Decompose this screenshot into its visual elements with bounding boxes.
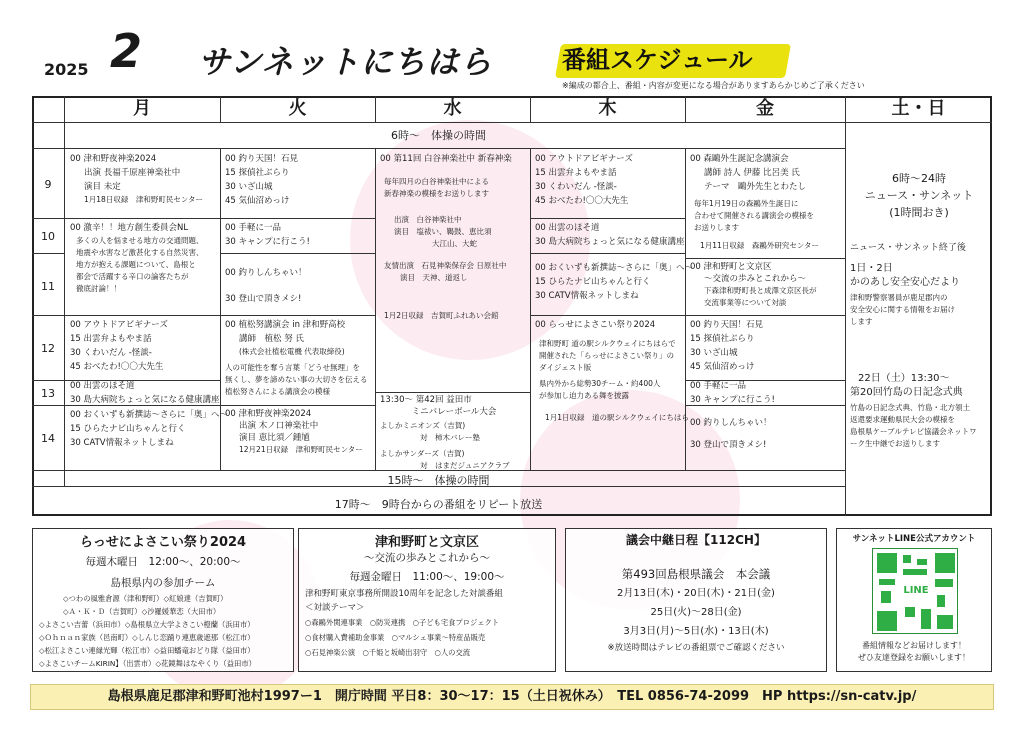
program-detail: よしかサンダーズ（吉賀): [380, 449, 465, 458]
program-title: ミニバレーボール大会: [411, 407, 497, 417]
wed-13-program: [380, 394, 528, 472]
fri-14-program: [690, 412, 842, 456]
program-detail: 島根県ケーブルテレビ協議会ネットワ: [850, 427, 977, 436]
box-description: 津和野町東京事務所開設10周年を記念した対談番組: [305, 589, 503, 599]
program-detail: 安全安心に関する情報をお届け: [850, 305, 955, 314]
program-detail: 大江山、大蛇: [432, 239, 477, 248]
grid-line: [685, 258, 845, 259]
program-title: 30 島大病院ちょっと気になる健康講座: [70, 395, 220, 405]
day-header-fri: 金: [756, 98, 774, 119]
grid-line: [32, 148, 845, 149]
program-title: 15 ひらたナビ山ちゃんと行く: [535, 277, 651, 287]
grid-line: [64, 96, 65, 486]
program-title: かのあし安全安心だより: [850, 277, 960, 288]
program-detail: 都会で活躍する辛口の論客たちが: [76, 272, 189, 281]
program-title: 15 出雲弁よもやま話: [535, 168, 617, 178]
program-detail: 津和野警察署員が鹿足郡内の: [850, 293, 948, 302]
program-detail: 講師 植松 努 氏: [239, 334, 304, 344]
program-detail: 1月1日収録 道の駅シルクウェイにちはら: [545, 413, 689, 422]
program-title: 30 いざ山城: [690, 348, 738, 358]
program-detail: 交流事業等について対談: [704, 298, 787, 307]
box-theme-label: ＜対談テーマ＞: [305, 603, 365, 613]
program-title: 13:30～ 第42回 益田市: [380, 395, 472, 405]
line-logo-icon: LINE: [901, 583, 931, 599]
program-title: 00 釣り天国！石見: [690, 320, 764, 330]
program-title: 第20回竹島の日記念式典: [850, 387, 963, 398]
program-title: 1日・2日: [850, 263, 893, 274]
program-title: 00 津和野夜神楽2024: [225, 409, 312, 419]
grid-line: [220, 148, 221, 470]
program-title: 45 気仙沼めっけ: [690, 362, 755, 372]
theme-list-row: ○森鷗外関連事業 ○防災連携 ○子ども宅食プロジェクト: [305, 618, 500, 627]
program-detail: 1月2日収録 吉賀町ふれあい会館: [384, 311, 499, 320]
weekend-takeshima-program: [850, 372, 990, 450]
program-title: 45 おべたわ!〇〇大先生: [70, 362, 164, 372]
box-subtitle: 第493回島根県議会 本会議: [621, 567, 771, 581]
program-detail: 1月11日収録 森鷗外研究センター: [700, 241, 820, 250]
program-title: 30 くわいだん -怪談-: [535, 182, 617, 192]
morning-band: 6時～ 体操の時間: [391, 129, 486, 142]
box-title: サンネットLINE公式アカウント: [852, 534, 976, 544]
mon-13-program: [70, 379, 218, 407]
program-title: 00 らっせによさこい祭り2024: [535, 320, 656, 330]
team-list-row: ◇Ｏｈｎａｎ家族（邑南町）◇しんじ恋踊り連恵歳遮那（松江市）: [39, 633, 255, 642]
fri-12-program: [690, 318, 842, 374]
grid-line: [530, 218, 685, 219]
program-title: 00 激辛！！地方創生委員会NL: [70, 223, 189, 233]
cta-text: ぜひ友達登録をお願いします！: [858, 653, 970, 662]
tue-10-program: [225, 221, 373, 249]
grid-line: [530, 148, 531, 470]
day-header-thu: 木: [598, 98, 617, 119]
team-list-row: ◇Ａ・Ｋ・Ｄ（吉賀町）◇沙羅媛華恋（大田市）: [63, 607, 221, 616]
tue-9-program: [225, 152, 373, 208]
broadcast-date: 3月3日(月)～5日(水)・13日(木): [623, 626, 769, 637]
fri-9-program: [690, 152, 842, 252]
program-title: 22日（土）13:30～: [858, 373, 950, 384]
hour-label: 11: [41, 280, 55, 293]
program-detail: お送りします: [694, 223, 739, 232]
program-title: 30 くわいだん -怪談-: [70, 348, 152, 358]
program-title: 00 出雲のほそ道: [535, 223, 600, 233]
program-detail: ～交流の歩みとこれから～: [704, 274, 807, 284]
program-title: 00 アウトドアビギナーズ: [535, 154, 633, 164]
program-detail: します: [850, 317, 873, 326]
thu-11-program: [535, 261, 694, 303]
hour-label: 9: [44, 178, 52, 191]
theme-list-row: ○食材購入費補助金事業 ○マルシェ事業～特産品販売: [305, 633, 486, 642]
program-detail: 1月18日収録 津和野町民センター: [84, 195, 204, 204]
assembly-broadcast-box: [565, 528, 827, 672]
program-title: 15 探偵社ぶらり: [690, 334, 755, 344]
program-detail: (株式会社植松電機 代表取締役): [239, 347, 345, 356]
line-cta: [838, 640, 990, 664]
mon-9-program: [70, 152, 218, 206]
program-detail: 県内外から総勢30チーム・約400人: [539, 379, 661, 388]
program-detail: 下森津和野町長と成澤文京区長が: [704, 286, 817, 295]
thu-12-program: [535, 318, 689, 424]
weekend-news: [849, 170, 989, 221]
program-title: 45 おべたわ!〇〇大先生: [535, 196, 629, 206]
program-title: 00 釣りしんちゃい！: [225, 268, 307, 278]
program-title: 00 おくいずも新撰誌～さらに「奥」へ～: [535, 263, 694, 273]
program-detail: 地方が抱える課題について、島根と: [76, 260, 196, 269]
program-title: 00 釣りしんちゃい！: [690, 418, 772, 428]
program-title: 30 キャンプに行こう!: [225, 237, 310, 247]
theme-list-row: ○石見神楽公演 ○千姫と坂崎出羽守 ○人の交流: [305, 648, 471, 657]
weekend-after-news: ニュース・サンネット終了後: [850, 243, 966, 253]
grid-line: [220, 218, 375, 219]
grid-line: [845, 96, 846, 516]
hour-label: 14: [41, 432, 55, 445]
box-subtitle: ～交流の歩みとこれから～: [364, 552, 490, 564]
team-list-row: ◇よさこいチームKIRIN】（出雲市）◇花鏡舞はなやくり（益田市）: [39, 659, 256, 668]
program-title: 00 おくいずも新撰誌～さらに「奥」へ～: [70, 410, 229, 420]
program-detail: 演目 塩祓い、鞨鼓、恵比須: [394, 227, 492, 236]
fri-13-program: [690, 379, 842, 407]
program-detail: 演目 恵比須／鍾馗: [239, 433, 310, 443]
program-detail: 竹島の日記念式典、竹島・北方領土: [850, 403, 970, 412]
program-title: 30 CATV情報ネットしまね: [535, 291, 639, 301]
team-list-row: ◇つわの風雅倉源（津和野町）◇紅娘達（吉賀町）: [63, 594, 228, 603]
program-title: 6時～24時: [892, 172, 946, 185]
program-detail: 対 柿木バレー塾: [420, 433, 480, 442]
program-title: (1時間おき): [889, 206, 949, 219]
program-title: 30 登山で頂きメシ!: [690, 440, 767, 450]
day-header-mon: 月: [133, 98, 151, 119]
program-title: 30 キャンプに行こう!: [690, 395, 775, 405]
month-number: 2: [110, 24, 143, 78]
program-detail: 演目 天神、道返し: [400, 273, 468, 282]
box-time: 毎週木曜日 12:00～、20:00～: [85, 556, 241, 568]
tue-12-program: [225, 318, 373, 398]
box-subtitle: 島根県内の参加チーム: [110, 577, 216, 589]
program-detail: 無くし、夢を諦めない事の大切さを伝える: [225, 375, 368, 384]
weekend-police-program: [850, 262, 990, 328]
program-detail: 地震や水害など激甚化する自然災害、: [76, 248, 204, 257]
program-detail: 返還要求運動県民大会の模様を: [850, 415, 955, 424]
program-title: 00 森鷗外生誕記念講演会: [690, 154, 789, 164]
mon-10-program: [70, 221, 218, 295]
grid-line: [32, 218, 220, 219]
page-title: 番組スケジュール: [562, 46, 753, 74]
program-title: 00 植松努講演会 in 津和野高校: [225, 320, 346, 330]
program-detail: 植松努さんによる講演会の模様: [225, 387, 330, 396]
cta-text: 番組情報などお届けします！: [862, 641, 966, 650]
broadcast-date: 25日(火)～28日(金): [650, 607, 742, 618]
program-title: 00 第11回 白谷神楽社中 新春神楽: [380, 154, 512, 164]
program-detail: が参加し迫力ある舞を披露: [539, 391, 629, 400]
program-detail: 出演 木ノ口神楽社中: [239, 421, 319, 431]
program-title: 30 島大病院ちょっと気になる健康講座: [535, 237, 685, 247]
program-detail: 出演 白谷神楽社中: [394, 215, 462, 224]
hour-label: 12: [41, 342, 55, 355]
footer-contact: 島根県鹿足郡津和野町池村1997ー1 開庁時間 平日8：30～17：15（土日祝休み） TEL 0856-74-2099 HP https://sn-catv.jp/: [30, 684, 994, 710]
program-detail: 毎年四月の白谷神楽社中による: [384, 177, 489, 186]
program-title: 30 登山で頂きメシ!: [225, 294, 302, 304]
program-detail: 12月21日収録 津和野町民センター: [239, 445, 363, 454]
program-title: 15 探偵社ぶらり: [225, 168, 290, 178]
program-detail: ーク生中継でお送りします: [850, 439, 940, 448]
schedule-note: ※編成の都合上、番組・内容が変更になる場合がありますあらかじめご了承ください: [562, 81, 865, 90]
program-detail: 新春神楽の模様をお送りします: [384, 189, 489, 198]
thu-10-program: [535, 221, 683, 249]
program-detail: テーマ 鷗外先生とわたし: [704, 182, 807, 192]
program-detail: 多くの人を悩ませる地方の交通問題、: [76, 236, 204, 245]
day-header-weekend: 土・日: [891, 98, 946, 119]
grid-line: [32, 315, 375, 316]
yosakoi-info-box: [32, 528, 294, 672]
program-detail: 出演 長福千原座神楽社中: [84, 168, 181, 178]
grid-line: [375, 148, 376, 470]
grid-line: [530, 253, 685, 254]
program-title: 00 手軽に一品: [690, 381, 747, 391]
program-detail: 友情出演 石見神楽保存会 日原社中: [384, 261, 507, 270]
program-title: 00 手軽に一品: [225, 223, 282, 233]
program-title: 15 ひらたナビ山ちゃんと行く: [70, 424, 186, 434]
box-title: 津和野町と文京区: [374, 535, 479, 550]
grid-line: [32, 253, 64, 254]
program-detail: 開催された「らっせによさこい祭り」の: [539, 351, 674, 360]
mon-14-program: [70, 408, 229, 450]
fri-11-program: [690, 261, 842, 309]
box-title: らっせによさこい祭り2024: [79, 535, 247, 550]
program-detail: 講師 詩人 伊藤 比呂美 氏: [704, 168, 800, 178]
box-title: 議会中継日程【112CH】: [626, 533, 766, 547]
mon-12-program: [70, 318, 218, 374]
program-detail: 演目 未定: [84, 182, 121, 192]
day-header-tue: 火: [288, 98, 307, 119]
hour-label: 13: [41, 387, 55, 400]
program-detail: 毎年1月19日の森鷗外生誕日に: [694, 199, 799, 208]
program-title: ニュース・サンネット: [864, 189, 974, 202]
day-header-wed: 水: [443, 98, 462, 119]
box-time: 毎週金曜日 11:00～、19:00～: [349, 571, 505, 583]
grid-line: [220, 253, 375, 254]
grid-line: [375, 392, 530, 393]
year-label: 2025: [44, 60, 89, 79]
tsuwano-bunkyo-box: [298, 528, 556, 672]
program-detail: 合わせて開催される講演会の模様を: [694, 211, 814, 220]
grid-line: [32, 122, 992, 123]
evening-band: 17時～ 9時台からの番組をリピート放送: [334, 498, 543, 511]
tue-11-program: [225, 260, 373, 312]
afternoon-band: 15時～ 体操の時間: [387, 474, 490, 487]
thu-9-program: [535, 152, 683, 208]
program-detail: よしかミニオンズ（吉賀): [380, 421, 466, 430]
program-detail: 津和野町 道の駅シルクウェイにちはらで: [539, 339, 676, 348]
broadcast-date: 2月13日(木)・20日(木)・21日(金): [617, 588, 775, 599]
program-title: 00 津和野夜神楽2024: [70, 154, 157, 164]
program-title: 30 いざ山城: [225, 182, 273, 192]
team-list-row: ◇松江よさこい連縁光輝（松江市）◇益田蟠竜おどり隊（益田市）: [39, 646, 255, 655]
program-title: 00 釣り天国！石見: [225, 154, 299, 164]
program-title: 45 気仙沼めっけ: [225, 196, 290, 206]
program-title: 00 アウトドアビギナーズ: [70, 320, 168, 330]
tue-14-program: [225, 408, 373, 456]
grid-line: [530, 315, 845, 316]
hour-label: 10: [41, 230, 55, 243]
program-title: 00 出雲のほそ道: [70, 381, 135, 391]
program-title: 30 CATV情報ネットしまね: [70, 438, 174, 448]
team-list-row: ◇よさこい吉蕾（浜田市）◇島根県立大学よさこい橙蘭（浜田市）: [39, 620, 255, 629]
broadcast-note: ※放送時間はテレビの番組票でご確認ください: [607, 643, 785, 653]
program-detail: 徹底討論！！: [76, 284, 121, 293]
program-title: 00 津和野町と文京区: [690, 262, 772, 272]
program-detail: 対 はまだジュニアクラブ: [420, 461, 510, 470]
line-qr-code[interactable]: [872, 548, 958, 634]
program-detail: ダイジェスト版: [539, 363, 592, 372]
program-title: 15 出雲弁よもやま話: [70, 334, 152, 344]
wed-9-program: [380, 152, 528, 322]
brand-logo: サンネットにちはら: [198, 43, 493, 81]
program-detail: 人の可能性を奪う言葉「どうせ無理」を: [225, 363, 360, 372]
